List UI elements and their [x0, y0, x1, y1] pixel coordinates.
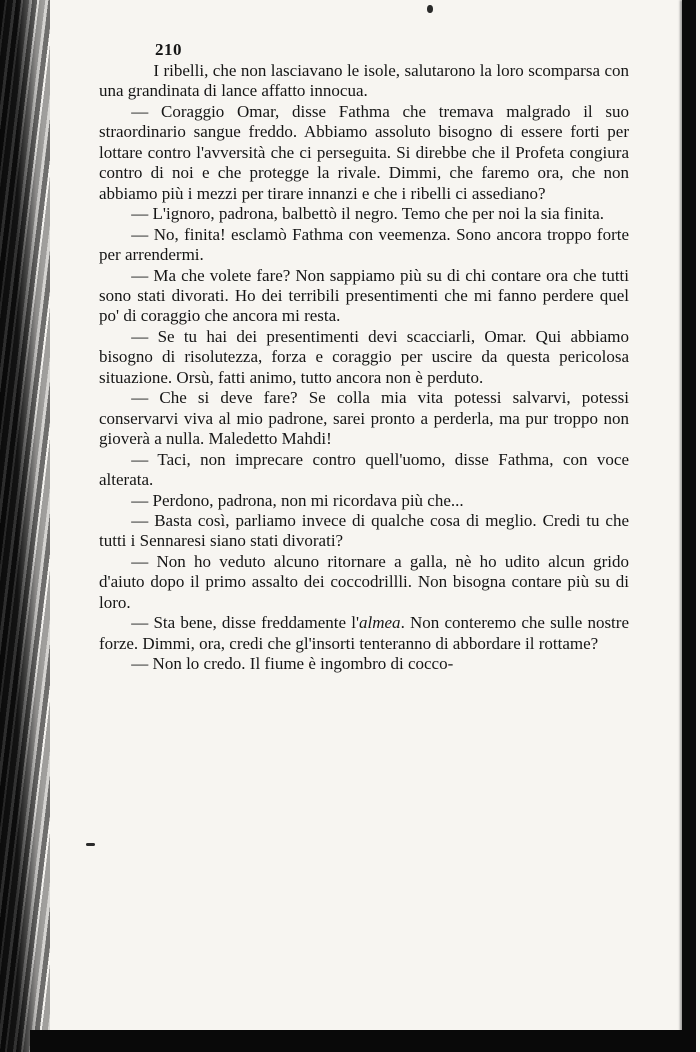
text-segment: — L'ignoro, padrona, balbettò il negro. Temo che per noi la sia finita.	[131, 204, 605, 224]
paragraph	[99, 327, 629, 388]
paragraph	[99, 266, 629, 327]
text-segment: — Non ho veduto alcuno ritornare a galla, nè ho udito alcun grido d'aiuto dopo il primo assalto dei coccodrillli. Non bisogna contare più su di loro.	[99, 551, 629, 612]
italic-text-segment: almea	[359, 613, 401, 633]
paragraph	[99, 552, 629, 613]
paragraph	[99, 204, 629, 224]
text-segment: — Basta così, parliamo invece di qualche cosa di meglio. Credi tu che tutti i Sennaresi siano stati divorati?	[99, 510, 629, 551]
text-segment: — Taci, non imprecare contro quell'uomo, disse Fathma, con voce alterata.	[99, 449, 629, 490]
paragraph	[99, 654, 629, 674]
paragraph	[99, 102, 629, 204]
text-segment: I ribelli, che non lasciavano le isole, salutarono la loro scomparsa con una grandinata di lance affatto innocua.	[99, 61, 629, 101]
text-column	[99, 61, 629, 675]
text-segment: — Perdono, padrona, non mi ricordava più che...	[131, 490, 464, 510]
scan-artifact-left-edge	[0, 0, 50, 1052]
paragraph	[99, 61, 629, 102]
text-segment: — No, finita! esclamò Fathma con veemenza. Sono ancora troppo forte per arrendermi.	[99, 224, 629, 265]
text-segment: — Se tu hai dei presentimenti devi scacciarli, Omar. Qui abbiamo bisogno di risolutezza, forza e coraggio per uscire da questa pericolosa situazione. Orsù, fatti animo, tutto ancora non è perduto.	[99, 326, 629, 387]
page-number: 210	[155, 40, 182, 59]
scan-speck	[86, 843, 95, 846]
scan-artifact-bottom-edge	[30, 1030, 696, 1052]
scan-speck	[427, 5, 433, 13]
paragraph	[99, 491, 629, 511]
text-segment: — Non lo credo. Il fiume è ingombro di cocco-	[131, 654, 454, 674]
text-segment: — Ma che volete fare? Non sappiamo più su di chi contare ora che tutti sono stati divorati. Ho dei terribili presentimenti che mi fanno perdere quel po' di coraggio che ancora mi resta.	[99, 265, 629, 326]
paragraph	[99, 225, 629, 266]
scan-artifact-right-edge	[682, 0, 696, 1052]
text-segment: . Non conteremo che sulle nostre forze. Dimmi, ora, credi che gl'insorti tenteranno di abbordare il rottame?	[99, 613, 629, 653]
text-segment: — Che si deve fare? Se colla mia vita potessi salvarvi, potessi conservarvi viva al mio padrone, sarei pronto a perderla, ma pur troppo non gioverà a nulla. Maledetto Mahdi!	[99, 388, 629, 449]
text-segment: — Coraggio Omar, disse Fathma che tremava malgrado il suo straordinario sangue freddo. Abbiamo assoluto bisogno di essere forti per lottare contro l'avversità che ci perseguita. Si direbbe che il Profeta congiura contro di noi e che protegge la rivale. Dimmi, che faremo ora, che non abbiamo più i mezzi per tirare innanzi e che i ribelli ci assediano?	[99, 101, 629, 203]
paragraph	[99, 511, 629, 552]
paragraph	[99, 450, 629, 491]
paragraph	[99, 613, 629, 654]
paragraph	[99, 388, 629, 449]
text-segment: — Sta bene, disse freddamente l'	[131, 613, 360, 633]
